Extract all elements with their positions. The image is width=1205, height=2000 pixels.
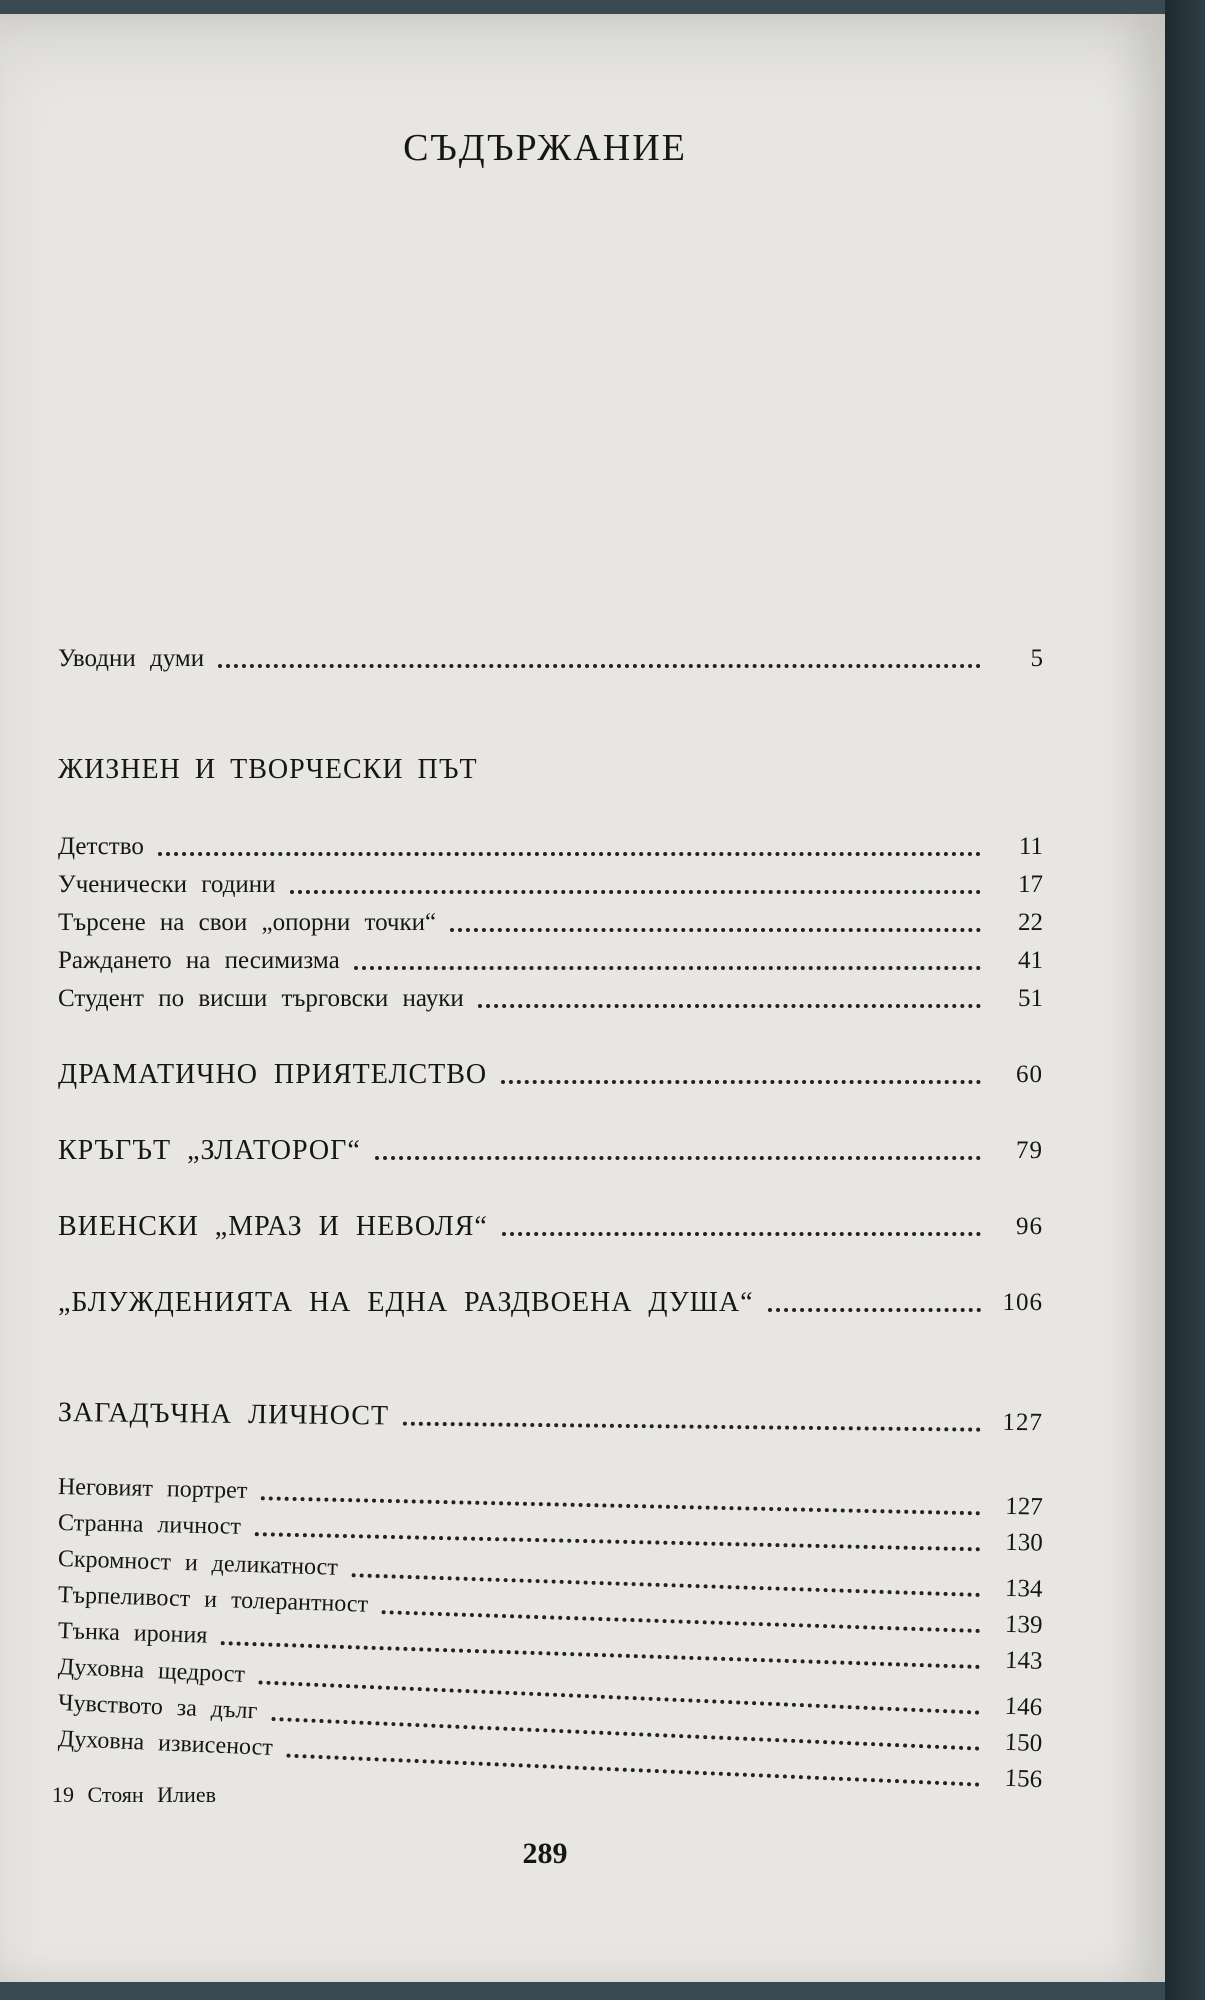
toc-entry-label: ВИЕНСКИ „МРАЗ И НЕВОЛЯ“ (58, 1211, 488, 1242)
dot-leader (502, 1231, 981, 1236)
dot-leader (286, 1753, 980, 1787)
toc-entry-label: Духовна щедрост (57, 1654, 246, 1688)
toc-entry[interactable] (58, 870, 1043, 900)
toc-entry-label: „БЛУЖДЕНИЯТА НА ЕДНА РАЗДВОЕНА ДУША“ (58, 1287, 754, 1318)
dot-leader (255, 1531, 981, 1551)
dot-leader (354, 965, 981, 970)
toc-entry[interactable] (58, 984, 1043, 1014)
toc-entry-page: 106 (1002, 1289, 1043, 1316)
section-heading-life: ЖИЗНЕН И ТВОРЧЕСКИ ПЪТ (58, 754, 478, 785)
toc-entry-page: 41 (1018, 947, 1043, 974)
toc-entry-page: 134 (1004, 1574, 1043, 1603)
page-number: 289 (522, 1837, 568, 1870)
toc-entry[interactable] (58, 908, 1043, 938)
dot-leader (501, 1079, 981, 1084)
dot-leader (158, 851, 981, 856)
signature-mark: 19 Стоян Илиев (52, 1782, 216, 1807)
dot-leader (375, 1155, 981, 1160)
toc-entry-page: 51 (1018, 985, 1043, 1012)
book-edge (1165, 0, 1205, 2000)
section-heading-mysterious[interactable] (58, 1398, 1043, 1438)
toc-entry-page: 143 (1004, 1646, 1043, 1675)
toc-entry-page: 146 (1004, 1692, 1043, 1722)
toc-entry-label: Духовна извисеност (57, 1726, 274, 1761)
toc-entry-label: Търпеливост и толерантност (57, 1582, 369, 1618)
toc-entry-label: Уводни думи (58, 645, 205, 672)
toc-entry-label: Ученически години (58, 871, 276, 898)
toc-entry-label: Странна личност (57, 1510, 242, 1540)
section-heading-label: ЗАГАДЪЧНА ЛИЧНОСТ (57, 1397, 390, 1432)
toc-entry-page: 127 (1005, 1492, 1044, 1521)
toc-entry-intro[interactable] (58, 644, 1043, 674)
toc-entry-page: 5 (1030, 645, 1043, 672)
toc-main-entry[interactable] (58, 1212, 1043, 1242)
toc-entry-label: Търсене на свои „опорни точки“ (58, 909, 437, 936)
toc-entry-label: Тънка ирония (57, 1618, 208, 1649)
dot-leader (261, 1495, 981, 1515)
toc-main-entry[interactable] (58, 1060, 1043, 1090)
toc-main-entry[interactable] (58, 1136, 1043, 1166)
toc-entry-page: 11 (1018, 833, 1043, 860)
dot-leader (478, 1003, 981, 1008)
toc-main-entry[interactable] (58, 1288, 1043, 1318)
dot-leader (768, 1307, 981, 1312)
toc-entry-label: Неговият портрет (57, 1474, 248, 1504)
toc-entry-label: Чувството за дълг (57, 1690, 258, 1725)
toc-entry-page: 22 (1018, 909, 1043, 936)
toc-entry-page: 17 (1018, 871, 1043, 898)
toc-entry-label: ДРАМАТИЧНО ПРИЯТЕЛСТВО (58, 1059, 488, 1090)
toc-entry[interactable] (58, 832, 1043, 862)
toc-entry-label: КРЪГЪТ „ЗЛАТОРОГ“ (58, 1135, 361, 1166)
toc-entry-page: 79 (1016, 1137, 1043, 1164)
dot-leader (290, 889, 981, 894)
toc-entry-label: Детство (58, 833, 144, 860)
toc-entry[interactable] (58, 946, 1043, 976)
toc-entry-label: Раждането на песимизма (58, 947, 340, 974)
toc-entry-label: Студент по висши търговски науки (58, 985, 464, 1012)
dot-leader (450, 927, 981, 932)
toc-entry-page: 150 (1004, 1728, 1043, 1758)
toc-entry-page: 60 (1016, 1061, 1043, 1088)
toc-entry-page: 139 (1004, 1610, 1043, 1639)
dot-leader (218, 663, 981, 668)
toc-entry-page: 96 (1016, 1213, 1043, 1240)
toc-entry-page: 130 (1005, 1528, 1044, 1557)
book-page (0, 14, 1165, 1982)
toc-entry-page: 127 (1002, 1408, 1044, 1437)
dot-leader (403, 1421, 981, 1432)
toc-entry-label: Скромност и деликатност (57, 1546, 339, 1581)
toc-entry-page: 156 (1004, 1764, 1043, 1794)
page-title: СЪДЪРЖАНИЕ (403, 127, 687, 169)
